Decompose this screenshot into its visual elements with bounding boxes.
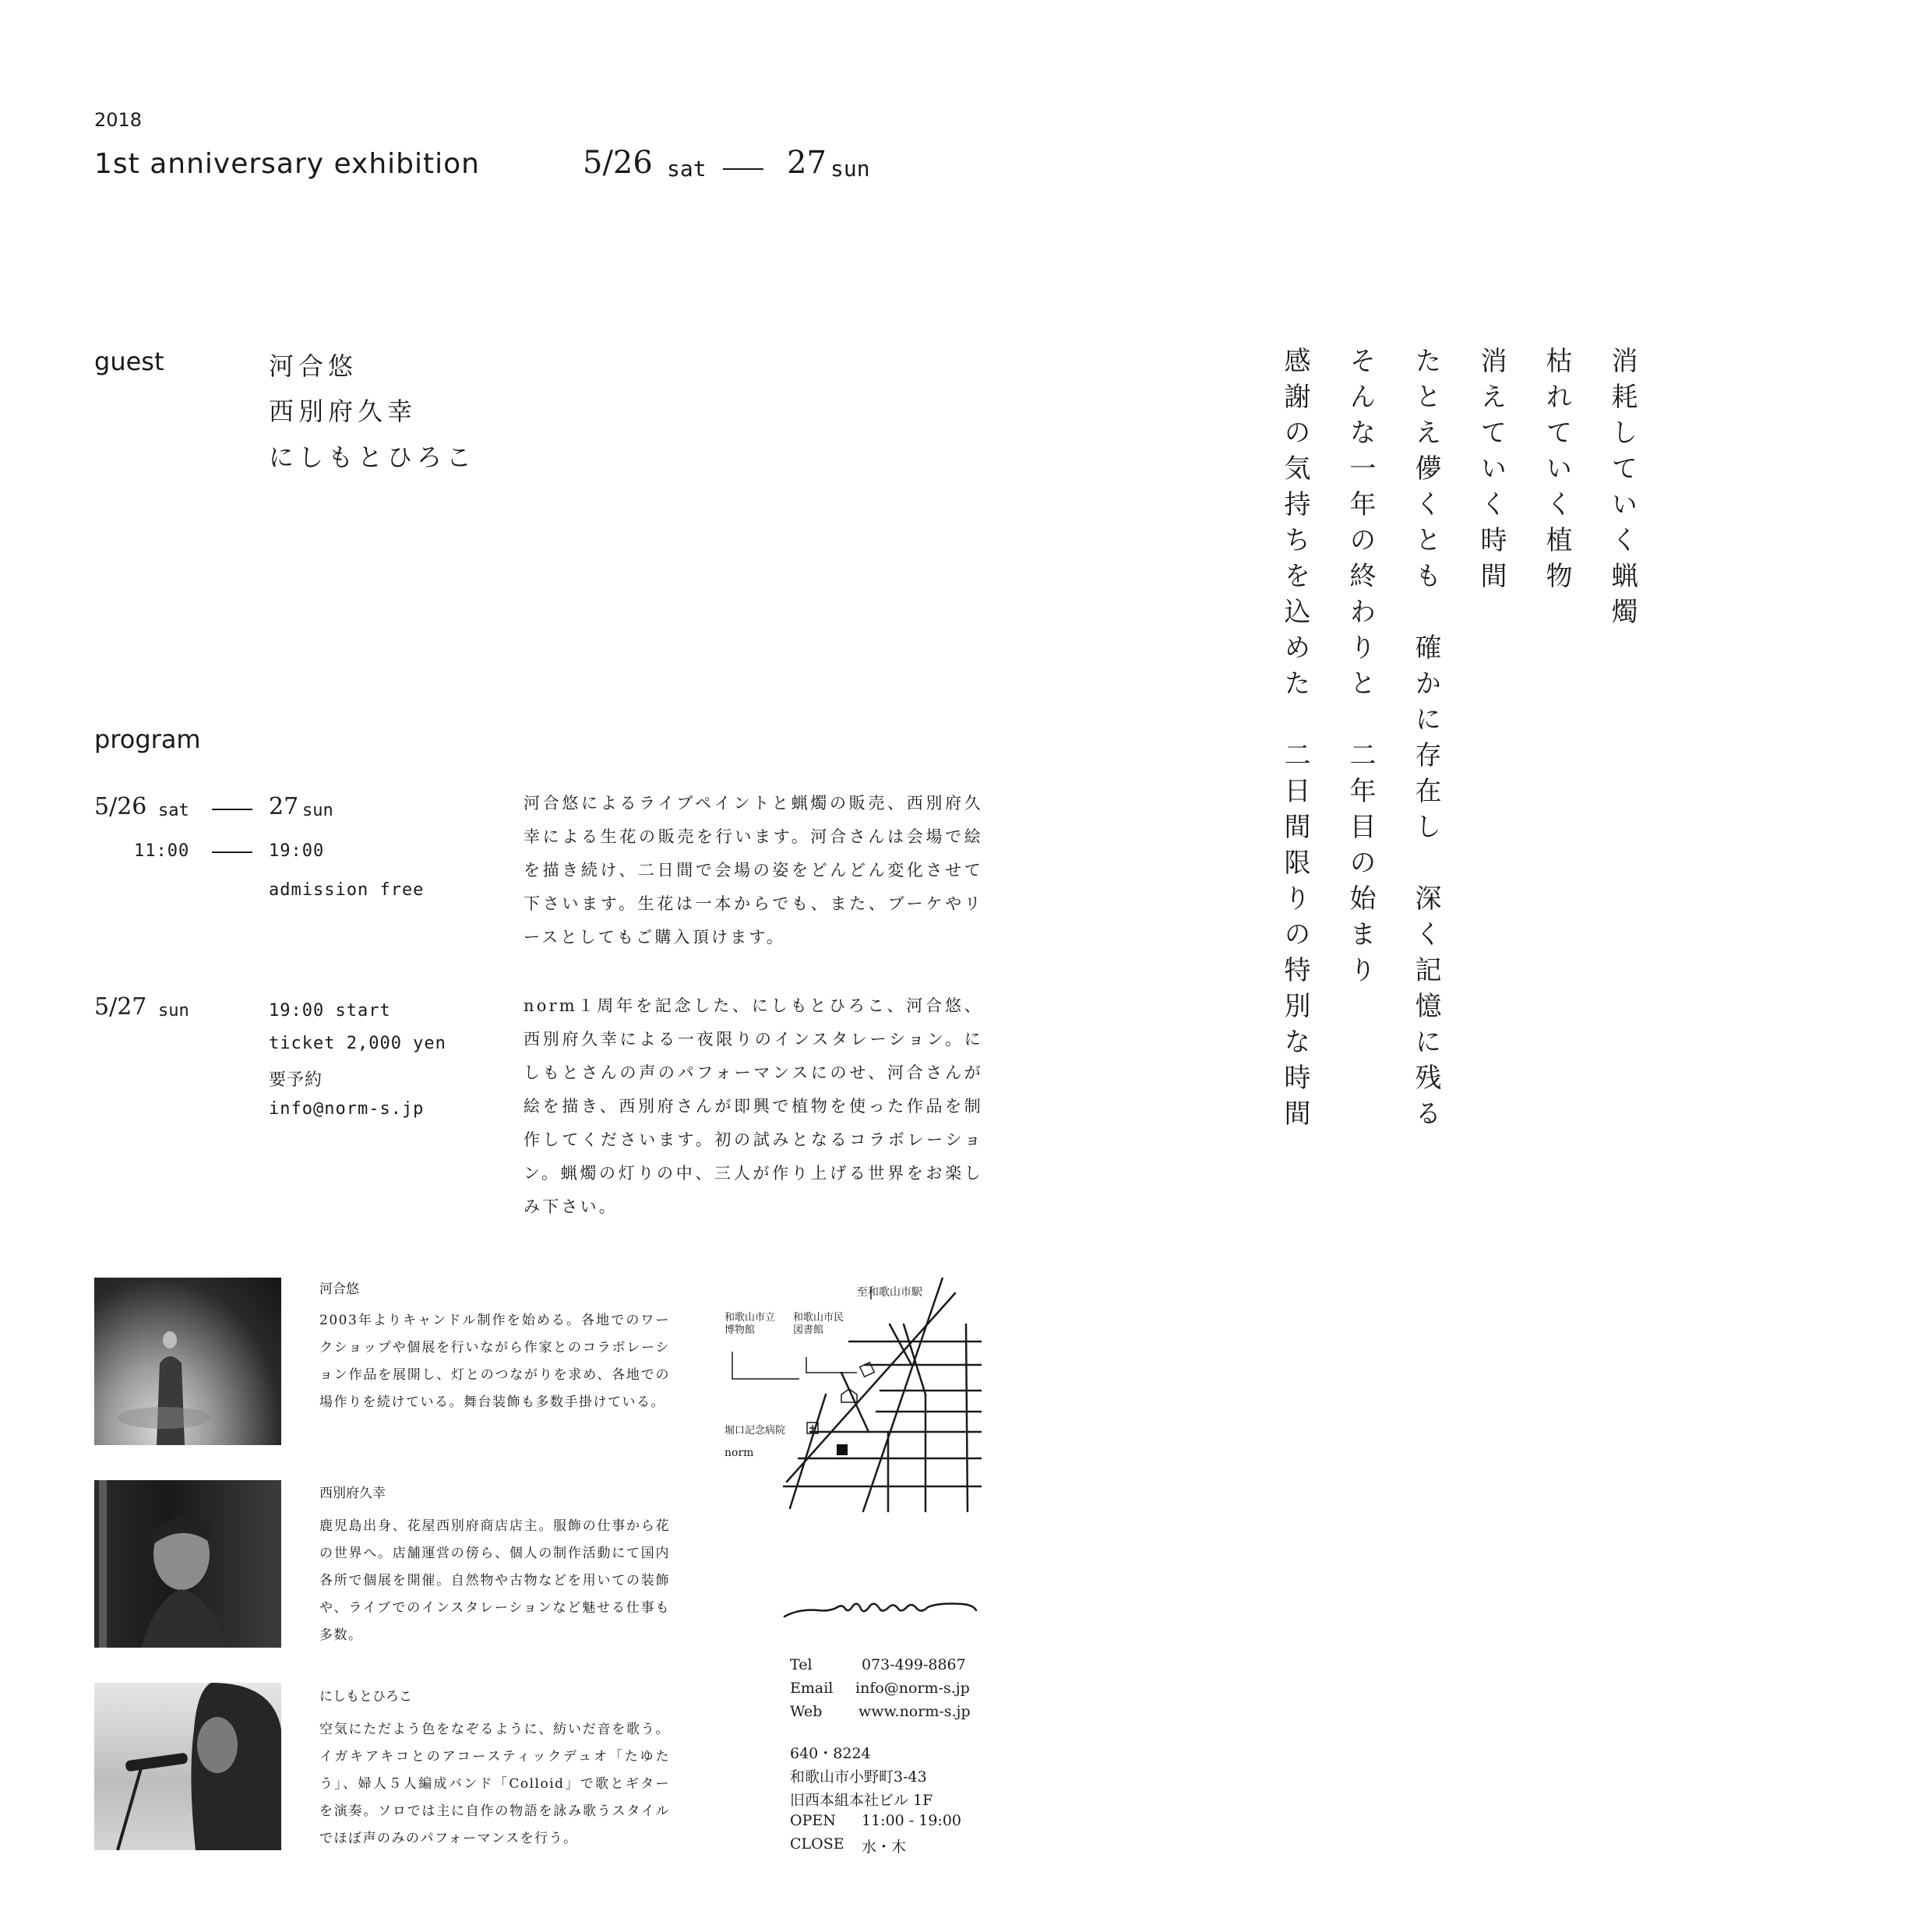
- event1-start-day: sat: [158, 801, 189, 820]
- contact-open-value: 11:00 - 19:00: [862, 1812, 962, 1829]
- bio-name-nishimoto: にしもとひろこ: [319, 1689, 412, 1705]
- exhibition-title: 1st anniversary exhibition: [94, 148, 480, 180]
- norm-logo: [783, 1593, 978, 1624]
- bio-name-nishibeppu: 西別府久幸: [319, 1486, 386, 1501]
- header-start-day: sat: [667, 156, 707, 182]
- contact-email-label: Email: [790, 1680, 834, 1697]
- access-map: [724, 1278, 982, 1527]
- contact-close: [790, 1835, 992, 1856]
- contact-open: [790, 1812, 992, 1829]
- photo-nishibeppu: [94, 1480, 281, 1648]
- event1-end-date: 27: [269, 793, 299, 820]
- event2-start-time: 19:00 start: [269, 1001, 391, 1021]
- header-start-date: 5/26: [583, 145, 653, 181]
- contact-web-value[interactable]: www.norm-s.jp: [858, 1703, 971, 1720]
- year: 2018: [94, 109, 143, 131]
- event1-time-start: 11:00: [134, 841, 190, 861]
- header-date-dash: [723, 168, 763, 170]
- contact-close-label: CLOSE: [790, 1835, 844, 1853]
- contact-web-label: Web: [790, 1703, 823, 1720]
- event2-reservation: 要予約: [269, 1070, 323, 1090]
- bio-text-nishimoto: 空気にただよう色をなぞるように、紡いだ音を歌う。イガキアキコとのアコースティックデュオ「たゆたう」、婦人５人編成バンド「Colloid」で歌とギターを演奏。ソロでは主に自作の物語を詠み歌うスタイルでほぼ声のみのパフォーマンスを行う。: [319, 1722, 670, 1846]
- photo-kawai: [94, 1278, 281, 1445]
- map-label-library: 和歌山市民 図書館: [793, 1312, 844, 1336]
- contact-web: [790, 1703, 992, 1720]
- map-label-hospital: 堀口記念病院: [724, 1425, 786, 1437]
- contact-tel-value[interactable]: 073-499-8867: [862, 1656, 966, 1673]
- poem-line-5: そんな一年の終わりと 二年目の始まり: [1345, 347, 1376, 992]
- event1-end-day: sun: [302, 801, 333, 820]
- event2-email[interactable]: info@norm-s.jp: [269, 1099, 425, 1119]
- map-label-museum: 和歌山市立 博物館: [724, 1312, 776, 1336]
- contact-address1: 和歌山市小野町3-43: [790, 1768, 927, 1786]
- event1-time-dash: [212, 851, 252, 853]
- contact-open-label: OPEN: [790, 1812, 836, 1829]
- bio-text-nishibeppu: 鹿児島出身、花屋西別府商店店主。服飾の仕事から花の世界へ。店舗運営の傍ら、個人の制作活動にて国内各所で個展を開催。自然物や古物などを用いての装飾や、ライブでのインスタレーションなど魅せる仕事も多数。: [319, 1518, 670, 1643]
- contact-close-value: 水・木: [862, 1839, 907, 1856]
- program-label: program: [94, 724, 201, 754]
- contact-email: [790, 1680, 992, 1697]
- event1-date-dash: [212, 809, 252, 810]
- poem-line-3: 消えていく時間: [1475, 347, 1507, 598]
- guest-name-kawai: 河合悠: [269, 351, 358, 381]
- event1-note: admission free: [269, 880, 425, 900]
- poem-line-4: たとえ儚くとも 確かに存在し 深く記憶に残る: [1410, 347, 1441, 1135]
- map-label-norm: norm: [724, 1447, 754, 1459]
- contact-tel-label: Tel: [790, 1656, 813, 1673]
- bio-name-kawai: 河合悠: [319, 1282, 359, 1297]
- event1-start-date: 5/26: [94, 793, 147, 820]
- map-label-station: 至和歌山市駅: [857, 1286, 922, 1299]
- bio-text-kawai: 2003年よりキャンドル制作を始める。各地でのワークショップや個展を行いながら作家とのコラボレーション作品を展開し、灯とのつながりを求め、各地での場作りを続けている。舞台装飾も多数手掛けている。: [319, 1313, 670, 1410]
- event2-day: sun: [158, 1001, 189, 1021]
- header-end-day: sun: [830, 156, 870, 182]
- event2-date: 5/27: [94, 993, 147, 1021]
- contact-email-value[interactable]: info@norm-s.jp: [855, 1680, 970, 1697]
- poem-line-1: 消耗していく蝋燭: [1606, 347, 1638, 633]
- event2-ticket: ticket 2,000 yen: [269, 1034, 446, 1053]
- event1-description: 河合悠によるライブペイントと蝋燭の販売、西別府久幸による生花の販売を行います。河合さんは会場で絵を描き続け、二日間で会場の姿をどんどん変化させて下さいます。生花は一本からでも、また、ブーケやリースとしてもご購入頂けます。: [524, 794, 983, 947]
- guest-name-nishibeppu: 西別府久幸: [269, 397, 418, 426]
- guest-name-nishimoto: にしもとひろこ: [269, 442, 477, 472]
- guest-label: guest: [94, 347, 164, 376]
- header-end-date: 27: [787, 145, 827, 181]
- contact-tel: [790, 1656, 992, 1673]
- photo-nishimoto: [94, 1683, 281, 1850]
- poem-line-2: 枯れていく植物: [1541, 347, 1572, 598]
- poem-line-6: 感謝の気持ちを込めた 二日間限りの特別な時間: [1279, 347, 1310, 1135]
- contact-postal: 640・8224: [790, 1745, 871, 1762]
- contact-address2: 旧西本組本社ビル 1F: [790, 1792, 933, 1809]
- event2-description: norm１周年を記念した、にしもとひろこ、河合悠、西別府久幸による一夜限りのインスタレーション。にしもとさんの声のパフォーマンスにのせ、河合さんが絵を描き、西別府さんが即興で植物を使った作品を制作してくださいます。初の試みとなるコラボレーション。蝋燭の灯りの中、三人が作り上げる世界をお楽しみ下さい。: [524, 996, 983, 1216]
- event1-time-end: 19:00: [269, 841, 325, 861]
